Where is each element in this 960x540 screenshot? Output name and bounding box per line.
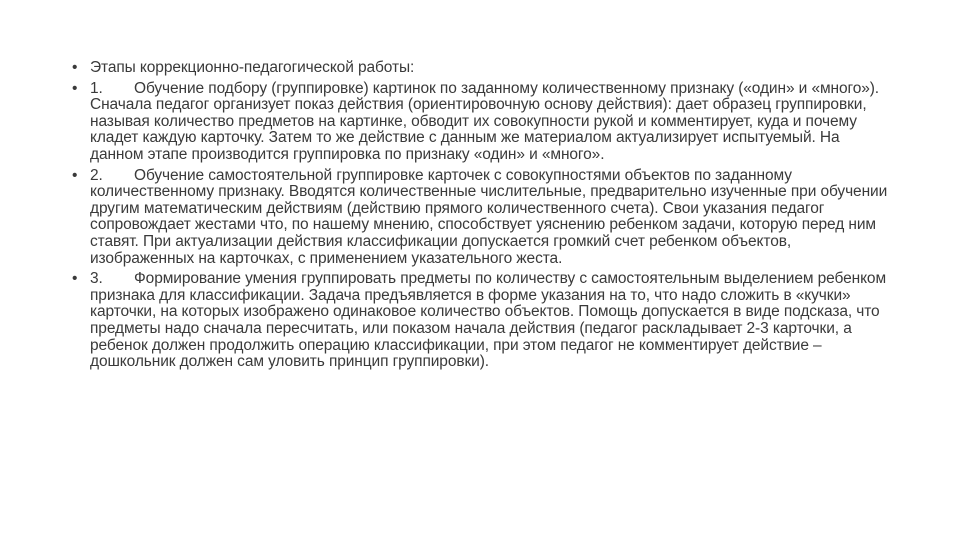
- list-item-stage-2: [72, 168, 892, 268]
- stage-number: 3.: [90, 270, 103, 288]
- bullet-icon: •: [72, 270, 78, 288]
- stage-number: 2.: [90, 166, 103, 184]
- bullet-icon: •: [72, 79, 78, 97]
- list-item-text: Обучение самостоятельной группировке карточек с совокупностями объектов по заданному количественному признаку. Вводятся количественные числительные, предварительно изученные при обучении другим математическим действиям (действию прямого количественного счета). Свои указания педагог сопровождает жестами что, по нашему мнению, способствует уяснению ребенком задачи, которую перед ним ставят. При актуализации действия классификации допускается громкий счет ребенком объектов, изображенных на карточках, с применением указательного жеста.: [90, 166, 888, 267]
- bullet-icon: •: [72, 166, 78, 184]
- list-item-stage-3: [72, 271, 892, 371]
- list-item-text: Обучение подбору (группировке) картинок по заданному количественному признаку («один» и «много»). Сначала педагог организует показ действия (ориентировочную основу действия): дает образец группировки, называя количество предметов на картинке, обводит их совокупности рукой и комментирует, куда и почему кладет каждую карточку. Затем то же действие с данным же материалом актуализирует испытуемый. На данном этапе производится группировка по признаку «один» и «много».: [90, 79, 880, 163]
- list-item-text: Формирование умения группировать предметы по количеству с самостоятельным выделением ребенком признака для классификации. Задача предъявляется в форме указания на то, что надо сложить в «кучки» карточки, на которых изображено одинаковое количество объектов. Помощь допускается в виде подсказа, что предметы надо сначала пересчитать, или показом начала действия (педагог раскладывает 2-3 карточки, а ребенок должен продолжить операцию классификации, при этом педагог не комментирует действие – дошкольник должен сам уловить принцип группировки).: [90, 270, 887, 371]
- bullet-icon: •: [72, 59, 78, 76]
- list-item-stage-1: [72, 81, 892, 164]
- list-item-text: Этапы коррекционно-педагогической работы:: [90, 59, 415, 76]
- list-item-intro: [72, 60, 892, 77]
- stage-number: 1.: [90, 79, 103, 97]
- bullet-list: [72, 60, 892, 375]
